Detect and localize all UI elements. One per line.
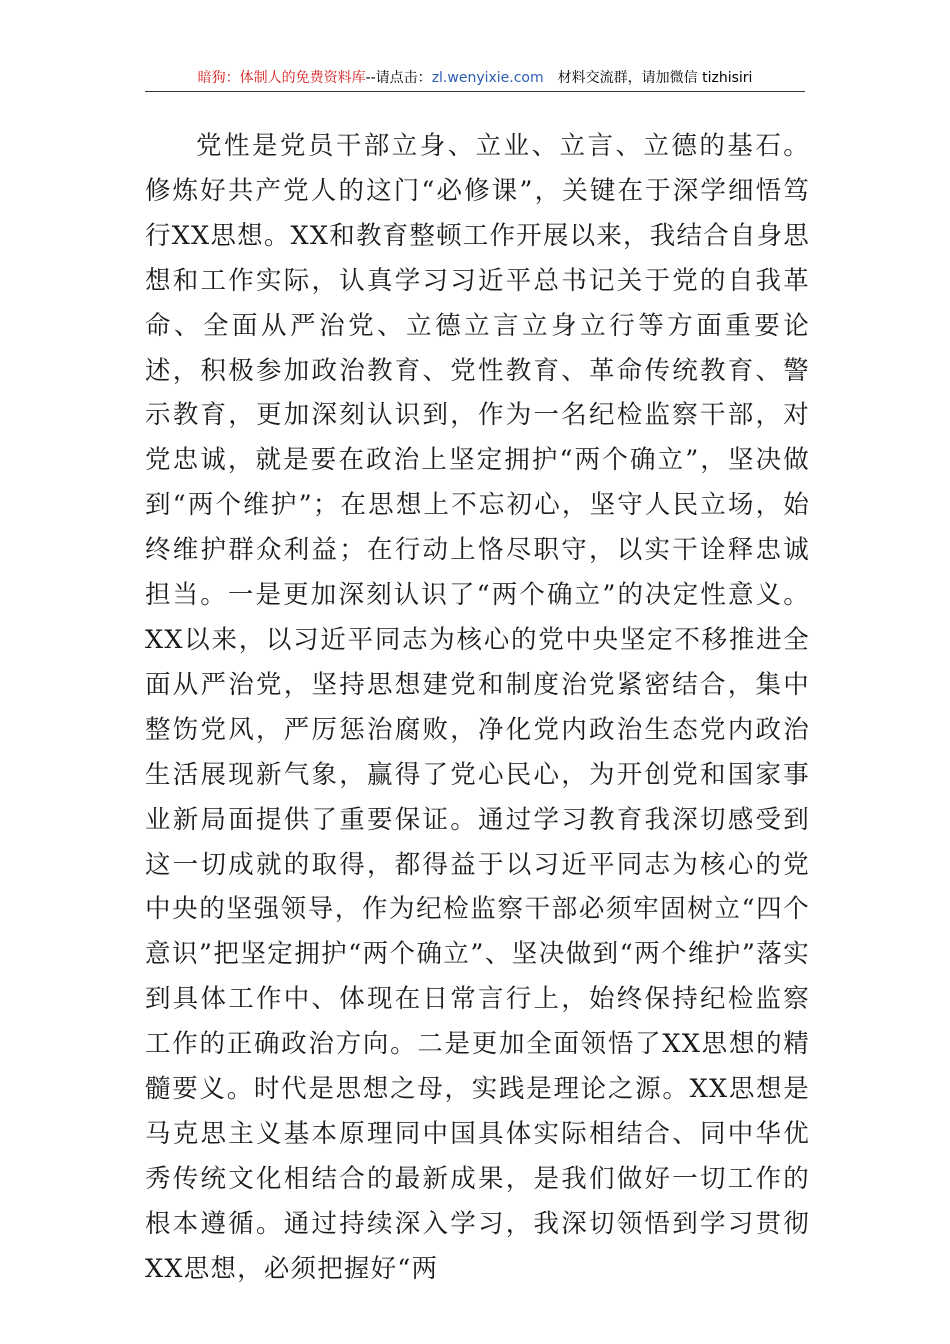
page-header (145, 67, 805, 92)
header-brand: 暗狗：体制人的免费资料库 (197, 70, 366, 86)
document-body (145, 124, 810, 1292)
header-wechat-note: 材料交流群，请加微信 tizhisiri (557, 70, 753, 86)
header-click-prompt: --请点击： (365, 70, 432, 86)
body-paragraph: 党性是党员干部立身、立业、立言、立德的基石。修炼好共产党人的这门“必修课”，关键在于深学细悟笃行XX思想。XX和教育整顿工作开展以来，我结合自身思想和工作实际，认真学习习近平总书记关于党的自我革命、全面从严治党、立德立言立身立行等方面重要论述，积极参加政治教育、党性教育、革命传统教育、警示教育，更加深刻认识到，作为一名纪检监察干部，对党忠诚，就是要在政治上坚定拥护“两个确立”，坚决做到“两个维护”；在思想上不忘初心，坚守人民立场，始终维护群众利益；在行动上恪尽职守，以实干诠释忠诚担当。一是更加深刻认识了“两个确立”的决定性意义。XX以来，以习近平同志为核心的党中央坚定不移推进全面从严治党，坚持思想建党和制度治党紧密结合，集中整饬党风，严厉惩治腐败，净化党内政治生态党内政治生活展现新气象，赢得了党心民心，为开创党和国家事业新局面提供了重要保证。通过学习教育我深切感受到这一切成就的取得，都得益于以习近平同志为核心的党中央的坚强领导，作为纪检监察干部必须牢固树立“四个意识”把坚定拥护“两个确立”、坚决做到“两个维护”落实到具体工作中、体现在日常言行上，始终保持纪检监察工作的正确政治方向。二是更加全面领悟了XX思想的精髓要义。时代是思想之母，实践是理论之源。XX思想是马克思主义基本原理同中国具体实际相结合、同中华优秀传统文化相结合的最新成果，是我们做好一切工作的根本遵循。通过持续深入学习，我深切领悟到学习贯彻XX思想，必须把握好“两 (145, 131, 810, 1284)
header-link[interactable]: zl.wenyixie.com (431, 70, 544, 86)
